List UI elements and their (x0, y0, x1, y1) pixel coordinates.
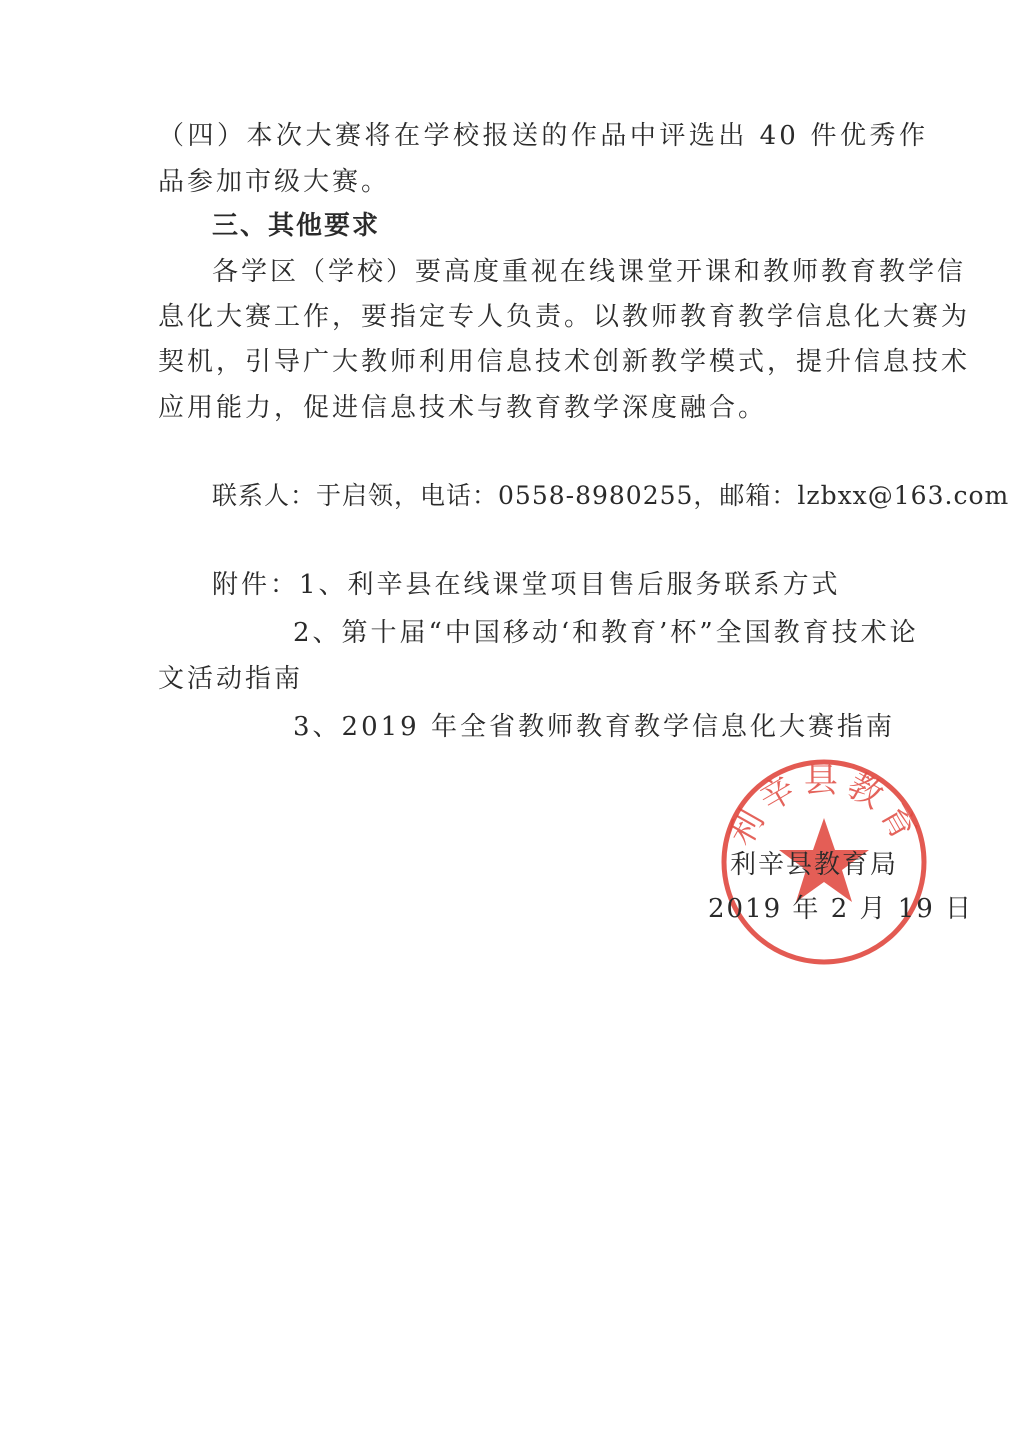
section-heading-other-requirements: 三、其他要求 (212, 211, 381, 241)
section3-para-line2: 息化大赛工作，要指定专人负责。以教师教育教学信息化大赛为 (158, 302, 971, 332)
section3-para-line1: 各学区（学校）要高度重视在线课堂开课和教师教育教学信 (212, 257, 967, 287)
attachment-item-2-line2: 文活动指南 (158, 664, 304, 694)
section3-para-line3: 契机，引导广大教师利用信息技术创新教学模式，提升信息技术 (158, 347, 971, 377)
section4-line1: （四）本次大赛将在学校报送的作品中评选出 40 件优秀作 (158, 121, 928, 151)
attachment-item-3: 3、2019 年全省教师教育教学信息化大赛指南 (293, 712, 895, 742)
attachment-item-1: 附件：1、利辛县在线课堂项目售后服务联系方式 (212, 570, 841, 600)
section3-para-line4: 应用能力，促进信息技术与教育教学深度融合。 (158, 393, 768, 423)
section4-line2: 品参加市级大赛。 (158, 167, 391, 197)
signature-date: 2019 年 2 月 19 日 (708, 894, 974, 924)
attachment-item-2-line1: 2、第十届“中国移动‘和教育’杯”全国教育技术论 (293, 618, 919, 648)
seal-text: 利辛县教育 (720, 760, 927, 853)
signature-org: 利辛县教育局 (730, 850, 899, 880)
contact-line: 联系人：于启领，电话：0558-8980255，邮箱：lzbxx@163.com (212, 481, 1010, 510)
